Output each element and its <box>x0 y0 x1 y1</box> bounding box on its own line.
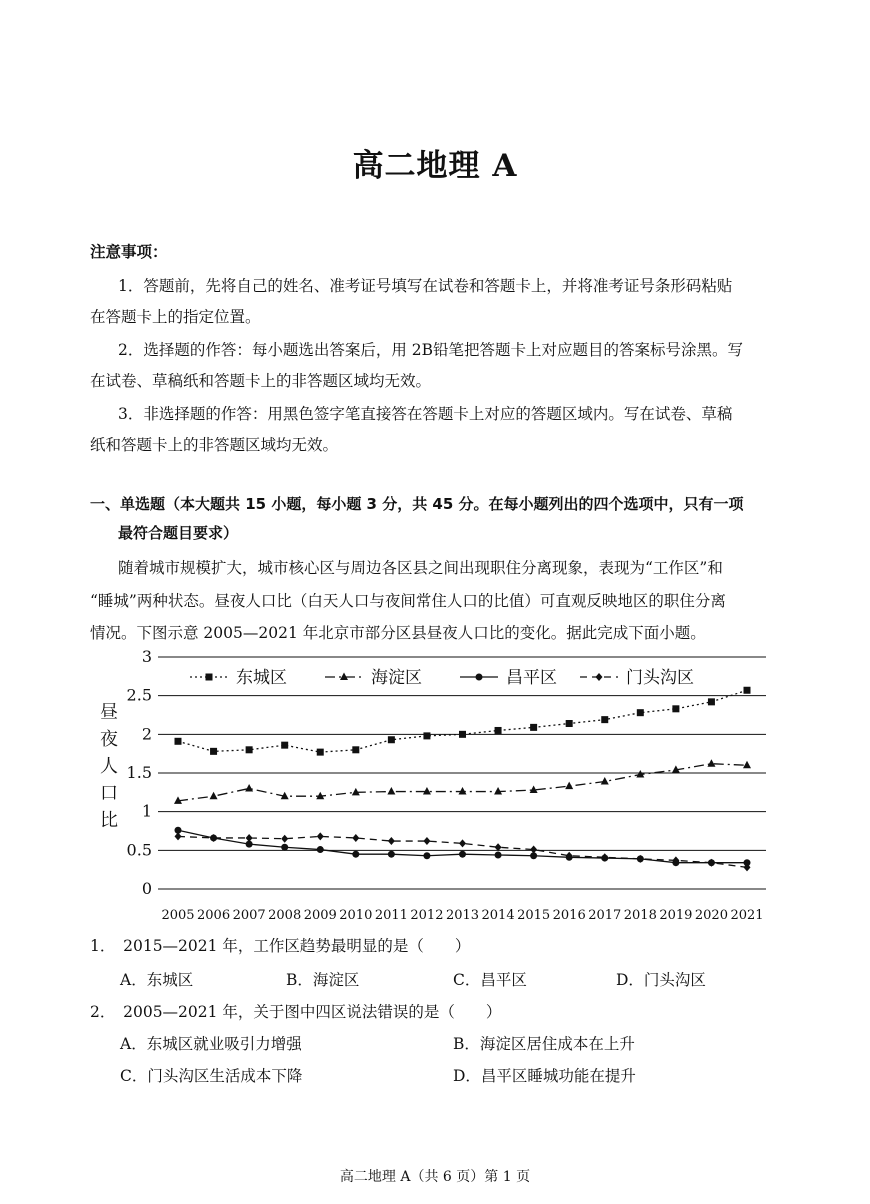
population-ratio-chart <box>90 645 790 925</box>
data-point <box>317 832 324 840</box>
passage-line: “睡城”两种状态。昼夜人口比（白天人口与夜间常住人口的比值）可直观反映地区的职住分离 <box>90 592 726 610</box>
data-point <box>246 834 253 842</box>
y-tick-label: 0.5 <box>126 840 152 860</box>
page-title: 高二地理 A <box>352 148 518 184</box>
question-1-option-c: C．昌平区 <box>453 971 527 989</box>
data-point <box>707 759 715 767</box>
x-tick-label: 2008 <box>268 908 302 923</box>
y-tick-label: 2.5 <box>126 685 152 705</box>
data-point <box>637 709 644 716</box>
data-point <box>388 837 395 845</box>
data-point <box>175 738 182 745</box>
data-point <box>423 852 430 859</box>
legend-label: 海淀区 <box>371 668 422 688</box>
data-point <box>317 749 324 756</box>
data-point <box>601 777 609 785</box>
question-2-option-d: D．昌平区睡城功能在提升 <box>453 1067 636 1085</box>
x-tick-label: 2012 <box>410 908 444 923</box>
data-point <box>459 731 466 738</box>
notice-heading: 注意事项： <box>90 243 168 261</box>
x-tick-label: 2016 <box>552 908 586 923</box>
y-axis-label-char: 人 <box>100 756 118 777</box>
data-point <box>565 782 573 790</box>
data-point <box>459 839 466 847</box>
y-tick-label: 1.5 <box>126 763 152 782</box>
x-tick-label: 2010 <box>339 908 373 923</box>
x-tick-label: 2019 <box>659 908 693 923</box>
data-point <box>530 846 537 854</box>
series-line <box>178 764 747 801</box>
legend-marker <box>476 674 483 681</box>
notice-line: 在试卷、草稿纸和答题卡上的非答题区域均无效。 <box>90 372 432 390</box>
x-tick-label: 2011 <box>374 908 408 923</box>
legend-marker <box>596 673 603 681</box>
x-tick-label: 2009 <box>303 908 337 923</box>
x-tick-label: 2018 <box>623 908 657 923</box>
question-1-option-d: D．门头沟区 <box>616 971 706 989</box>
data-point <box>495 727 502 734</box>
data-point <box>175 832 182 840</box>
x-tick-label: 2020 <box>694 908 728 923</box>
x-tick-label: 2021 <box>730 908 764 923</box>
passage-line: 随着城市规模扩大，城市核心区与周边各区县之间出现职住分离现象，表现为“工作区”和 <box>118 559 723 577</box>
passage-line: 情况。下图示意 2005—2021 年北京市部分区县昼夜人口比的变化。据此完成下面小题。 <box>90 624 706 642</box>
data-point <box>245 784 253 792</box>
x-tick-label: 2005 <box>161 908 195 923</box>
legend-marker <box>206 674 213 681</box>
section-heading: 一、单选题（本大题共 15 小题，每小题 3 分，共 45 分。在每小题列出的四个选项中，只有一项 <box>90 495 744 513</box>
data-point <box>423 732 430 739</box>
data-point <box>530 724 537 731</box>
y-tick-label: 1 <box>141 801 152 821</box>
data-point <box>210 834 217 842</box>
data-point <box>352 851 359 858</box>
y-axis-label-char: 昼 <box>100 702 118 723</box>
data-point <box>352 746 359 753</box>
data-point <box>388 736 395 743</box>
page-footer: 高二地理 A（共 6 页）第 1 页 <box>339 1169 531 1185</box>
question-2-option-b: B．海淀区居住成本在上升 <box>453 1035 635 1053</box>
notice-line: 2．选择题的作答：每小题选出答案后，用 2B铅笔把答题卡上对应题目的答案标号涂黑。写 <box>118 341 744 359</box>
notice-line: 在答题卡上的指定位置。 <box>90 308 261 326</box>
data-point <box>317 846 324 853</box>
data-point <box>352 834 359 842</box>
notice-line: 1．答题前，先将自己的姓名、准考证号填写在试卷和答题卡上，并将准考证号条形码粘贴 <box>118 277 733 295</box>
legend-marker <box>340 673 348 681</box>
y-axis-label-char: 夜 <box>100 729 118 750</box>
question-2-option-a: A．东城区就业吸引力增强 <box>120 1035 302 1053</box>
y-tick-label: 3 <box>141 647 152 666</box>
data-point <box>423 837 430 845</box>
question-1-option-b: B．海淀区 <box>286 971 360 989</box>
data-point <box>459 851 466 858</box>
data-point <box>352 788 360 796</box>
data-point <box>495 851 502 858</box>
x-tick-label: 2014 <box>481 908 515 923</box>
legend-label: 昌平区 <box>506 668 557 688</box>
question-1-stem: 1． 2015—2021 年，工作区趋势最明显的是（ ） <box>90 937 471 955</box>
question-2-option-c: C．门头沟区生活成本下降 <box>120 1067 303 1085</box>
data-point <box>743 761 751 769</box>
data-point <box>210 748 217 755</box>
x-tick-label: 2007 <box>232 908 266 923</box>
data-point <box>459 787 467 795</box>
data-point <box>210 792 218 800</box>
data-point <box>744 687 751 694</box>
data-point <box>246 746 253 753</box>
section-heading-cont: 最符合题目要求） <box>118 524 239 542</box>
data-point <box>637 855 644 863</box>
data-point <box>423 787 431 795</box>
y-tick-label: 0 <box>141 879 152 898</box>
legend-label: 东城区 <box>236 668 287 688</box>
data-point <box>387 787 395 795</box>
data-point <box>708 698 715 705</box>
data-point <box>388 851 395 858</box>
legend-label: 门头沟区 <box>626 668 694 688</box>
data-point <box>601 716 608 723</box>
data-point <box>566 720 573 727</box>
series-line <box>178 690 747 752</box>
y-axis-label-char: 比 <box>100 810 118 831</box>
data-point <box>281 835 288 843</box>
question-1-option-a: A．东城区 <box>120 971 194 989</box>
x-tick-label: 2015 <box>517 908 551 923</box>
notice-line: 3．非选择题的作答：用黑色签字笔直接答在答题卡上对应的答题区域内。写在试卷、草稿 <box>118 405 733 423</box>
data-point <box>672 705 679 712</box>
x-tick-label: 2017 <box>588 908 622 923</box>
x-tick-label: 2013 <box>445 908 480 923</box>
y-tick-label: 2 <box>141 724 152 744</box>
data-point <box>281 844 288 851</box>
question-2-stem: 2． 2005—2021 年，关于图中四区说法错误的是（ ） <box>90 1003 502 1021</box>
x-tick-label: 2006 <box>197 908 231 923</box>
y-axis-label-char: 口 <box>100 783 118 804</box>
data-point <box>281 742 288 749</box>
notice-line: 纸和答题卡上的非答题区域均无效。 <box>90 436 339 454</box>
data-point <box>708 859 715 867</box>
